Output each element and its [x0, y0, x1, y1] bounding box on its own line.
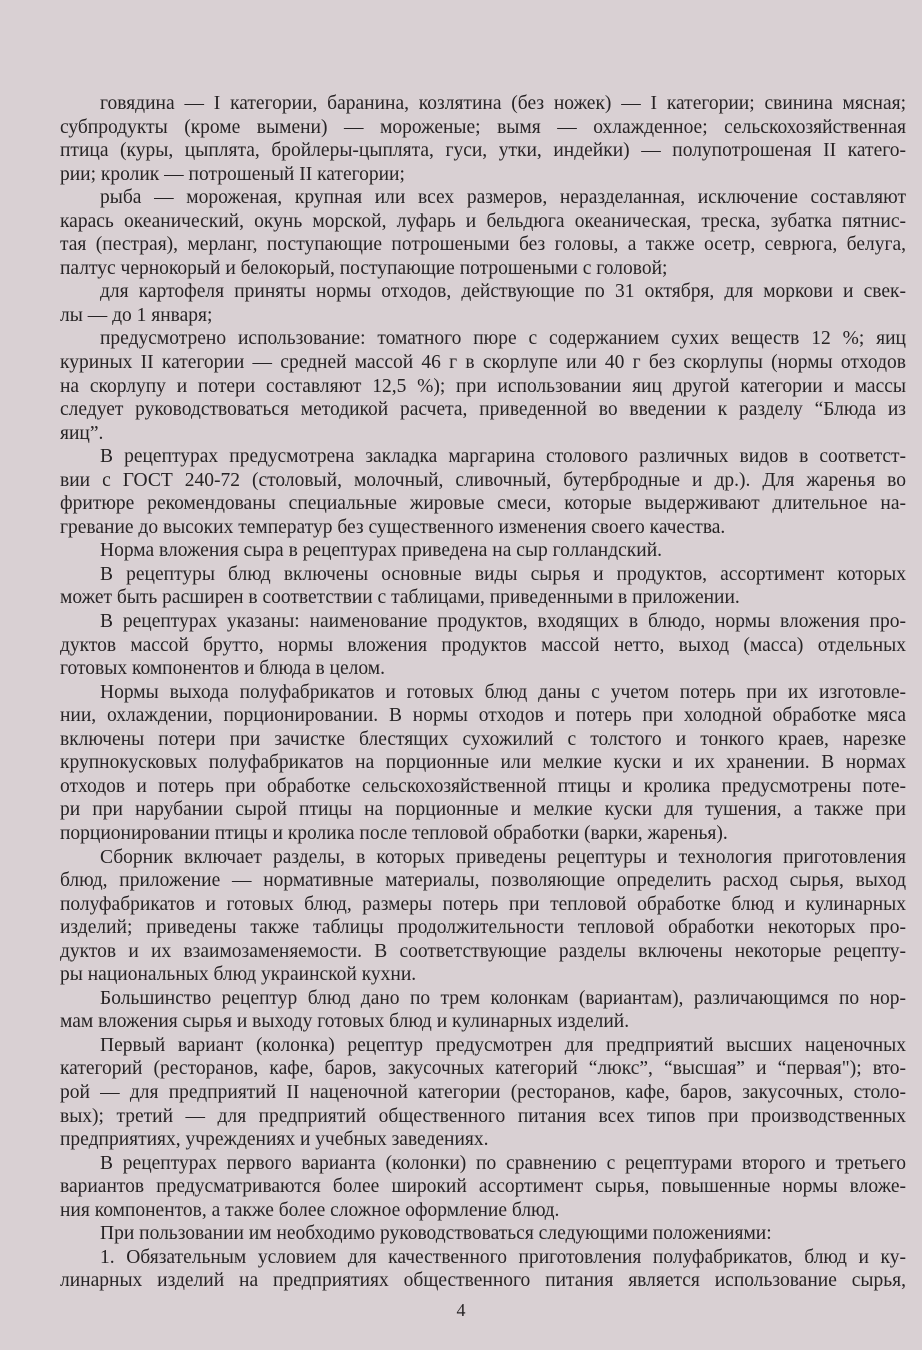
paragraph — [60, 1222, 906, 1246]
text-line: предусмотрено использование: томатного пюре с содержанием сухих веществ 12 %; яиц — [100, 328, 906, 350]
paragraph — [60, 1152, 906, 1223]
text-line: полуфабрикатов и готовых блюд, размеры потерь при тепловой обработке блюд и кулинарных — [60, 893, 906, 915]
text-line: В рецептурах первого варианта (колонки) по сравнению с рецептурами второго и третьего — [100, 1152, 906, 1174]
text-line: В рецептурах предусмотрена закладка маргарина столового различных видов в соответст- — [100, 446, 906, 468]
text-line: на скорлупу и потери составляют 12,5 %); при использовании яиц другой категории и массы — [60, 375, 906, 397]
text-line: яиц”. — [60, 422, 104, 444]
text-line: тая (пестрая), мерланг, поступающие потрошеными без головы, а также осетр, севрюга, белуга, — [60, 234, 906, 256]
paragraph — [60, 846, 906, 987]
text-line: нии, охлаждении, порционировании. В нормы отходов и потерь при холодной обработке мяса — [60, 705, 906, 727]
text-line: фритюре рекомендованы специальные жировые смеси, которые выдерживают длительное на- — [60, 493, 906, 515]
paragraph — [60, 987, 906, 1034]
text-line: для картофеля приняты нормы отходов, действующие по 31 октября, для моркови и свек- — [100, 281, 906, 303]
text-line: При пользовании им необходимо руководствоваться следующими положениями: — [100, 1223, 772, 1245]
text-line: птица (куры, цыплята, бройлеры-цыплята, гуси, утки, индейки) — полупотрошеная II катего- — [60, 140, 906, 162]
paragraph — [60, 280, 906, 327]
text-line: ри при нарубании сырой птицы на порционные и мелкие куски для тушения, а также при — [60, 799, 906, 821]
text-line: субпродукты (кроме вымени) — мороженые; вымя — охлажденное; сельскохозяйственная — [60, 116, 906, 138]
text-line: 1. Обязательным условием для качественного приготовления полуфабрикатов, блюд и ку- — [100, 1246, 906, 1268]
paragraph — [60, 327, 906, 445]
text-line: вых); третий — для предприятий общественного питания всех типов при производственных — [60, 1105, 906, 1127]
paragraph — [60, 92, 906, 186]
page-number: 4 — [456, 1300, 466, 1320]
text-line: Большинство рецептур блюд дано по трем колонкам (вариантам), различающимся по нор- — [100, 987, 906, 1009]
paragraph — [60, 610, 906, 681]
text-line: В рецептуры блюд включены основные виды сырья и продуктов, ассортимент которых — [100, 563, 906, 585]
page-body-text — [60, 92, 906, 1293]
text-line: категорий (ресторанов, кафе, баров, закусочных категорий “люкс”, “высшая” и “первая"); вто- — [60, 1058, 906, 1080]
text-line: предприятиях, учреждениях и учебных заведениях. — [60, 1129, 489, 1151]
text-line: следует руководствоваться методикой расчета, приведенной во введении к разделу “Блюда из — [60, 399, 906, 421]
text-line: вариантов предусматриваются более широкий ассортимент сырья, повышенные нормы вложе- — [60, 1176, 906, 1198]
text-line: куриных II категории — средней массой 46 г в скорлупе или 40 г без скорлупы (нормы отходов — [60, 352, 906, 374]
text-line: вии с ГОСТ 240-72 (столовый, молочный, сливочный, бутербродные и др.). Для жаренья во — [60, 469, 906, 491]
text-line: Нормы выхода полуфабрикатов и готовых блюд даны с учетом потерь при их изготовле- — [100, 681, 906, 703]
text-line: блюд, приложение — нормативные материалы, позволяющие определить расход сырья, выход — [60, 870, 906, 892]
text-line: отходов и потерь при обработке сельскохозяйственной птицы и кролика предусмотрены поте- — [60, 775, 906, 797]
paragraph — [60, 445, 906, 539]
text-line: Норма вложения сыра в рецептурах приведена на сыр голландский. — [100, 540, 663, 562]
paragraph — [60, 563, 906, 610]
text-line: В рецептурах указаны: наименование продуктов, входящих в блюдо, нормы вложения про- — [100, 611, 906, 633]
text-line: рии; кролик — потрошеный II категории; — [60, 163, 405, 185]
text-line: гревание до высоких температур без существенного изменения своего качества. — [60, 516, 726, 538]
text-line: готовых компонентов и блюда в целом. — [60, 658, 385, 680]
text-line: ры национальных блюд украинской кухни. — [60, 964, 417, 986]
text-line: может быть расширен в соответствии с таблицами, приведенными в приложении. — [60, 587, 740, 609]
text-line: дуктов и их взаимозаменяемости. В соответствующие разделы включены некоторые рецепту- — [60, 940, 906, 962]
text-line: ния компонентов, а также более сложное оформление блюд. — [60, 1199, 560, 1221]
text-line: дуктов массой брутто, нормы вложения продуктов массой нетто, выход (масса) отдельных — [60, 634, 906, 656]
text-line: рой — для предприятий II наценочной категории (ресторанов, кафе, баров, закусочных, столо- — [60, 1081, 906, 1103]
paragraph — [60, 539, 906, 563]
text-line: Первый вариант (колонка) рецептур предусмотрен для предприятий высших наценочных — [100, 1034, 906, 1056]
text-line: палтус чернокорый и белокорый, поступающие потрошеными с головой; — [60, 257, 668, 279]
text-line: карась океанический, окунь морской, луфарь и бельдюга океаническая, треска, зубатка пятнис- — [60, 210, 906, 232]
text-line: включены потери при зачистке блестящих сухожилий с толстого и тонкого краев, нарезке — [60, 728, 906, 750]
text-line: изделий; приведены также таблицы продолжительности тепловой обработки некоторых про- — [60, 917, 906, 939]
paragraph — [60, 186, 906, 280]
text-line: мам вложения сырья и выходу готовых блюд и кулинарных изделий. — [60, 1011, 630, 1033]
text-line: крупнокусковых полуфабрикатов на порционные или мелкие куски и их хранении. В нормах — [60, 752, 906, 774]
paragraph — [60, 681, 906, 846]
text-line: порционировании птицы и кролика после тепловой обработки (варки, жаренья). — [60, 822, 728, 844]
text-line: лы — до 1 января; — [60, 304, 213, 326]
text-line: рыба — мороженая, крупная или всех размеров, неразделанная, исключение составляют — [100, 187, 906, 209]
paragraph — [60, 1034, 906, 1152]
text-line: линарных изделий на предприятиях общественного питания является использование сырья, — [60, 1270, 906, 1292]
text-line: Сборник включает разделы, в которых приведены рецептуры и технология приготовления — [100, 846, 906, 868]
text-line: говядина — I категории, баранина, козлятина (без ножек) — I категории; свинина мясная; — [100, 93, 906, 114]
paragraph — [60, 1246, 906, 1293]
